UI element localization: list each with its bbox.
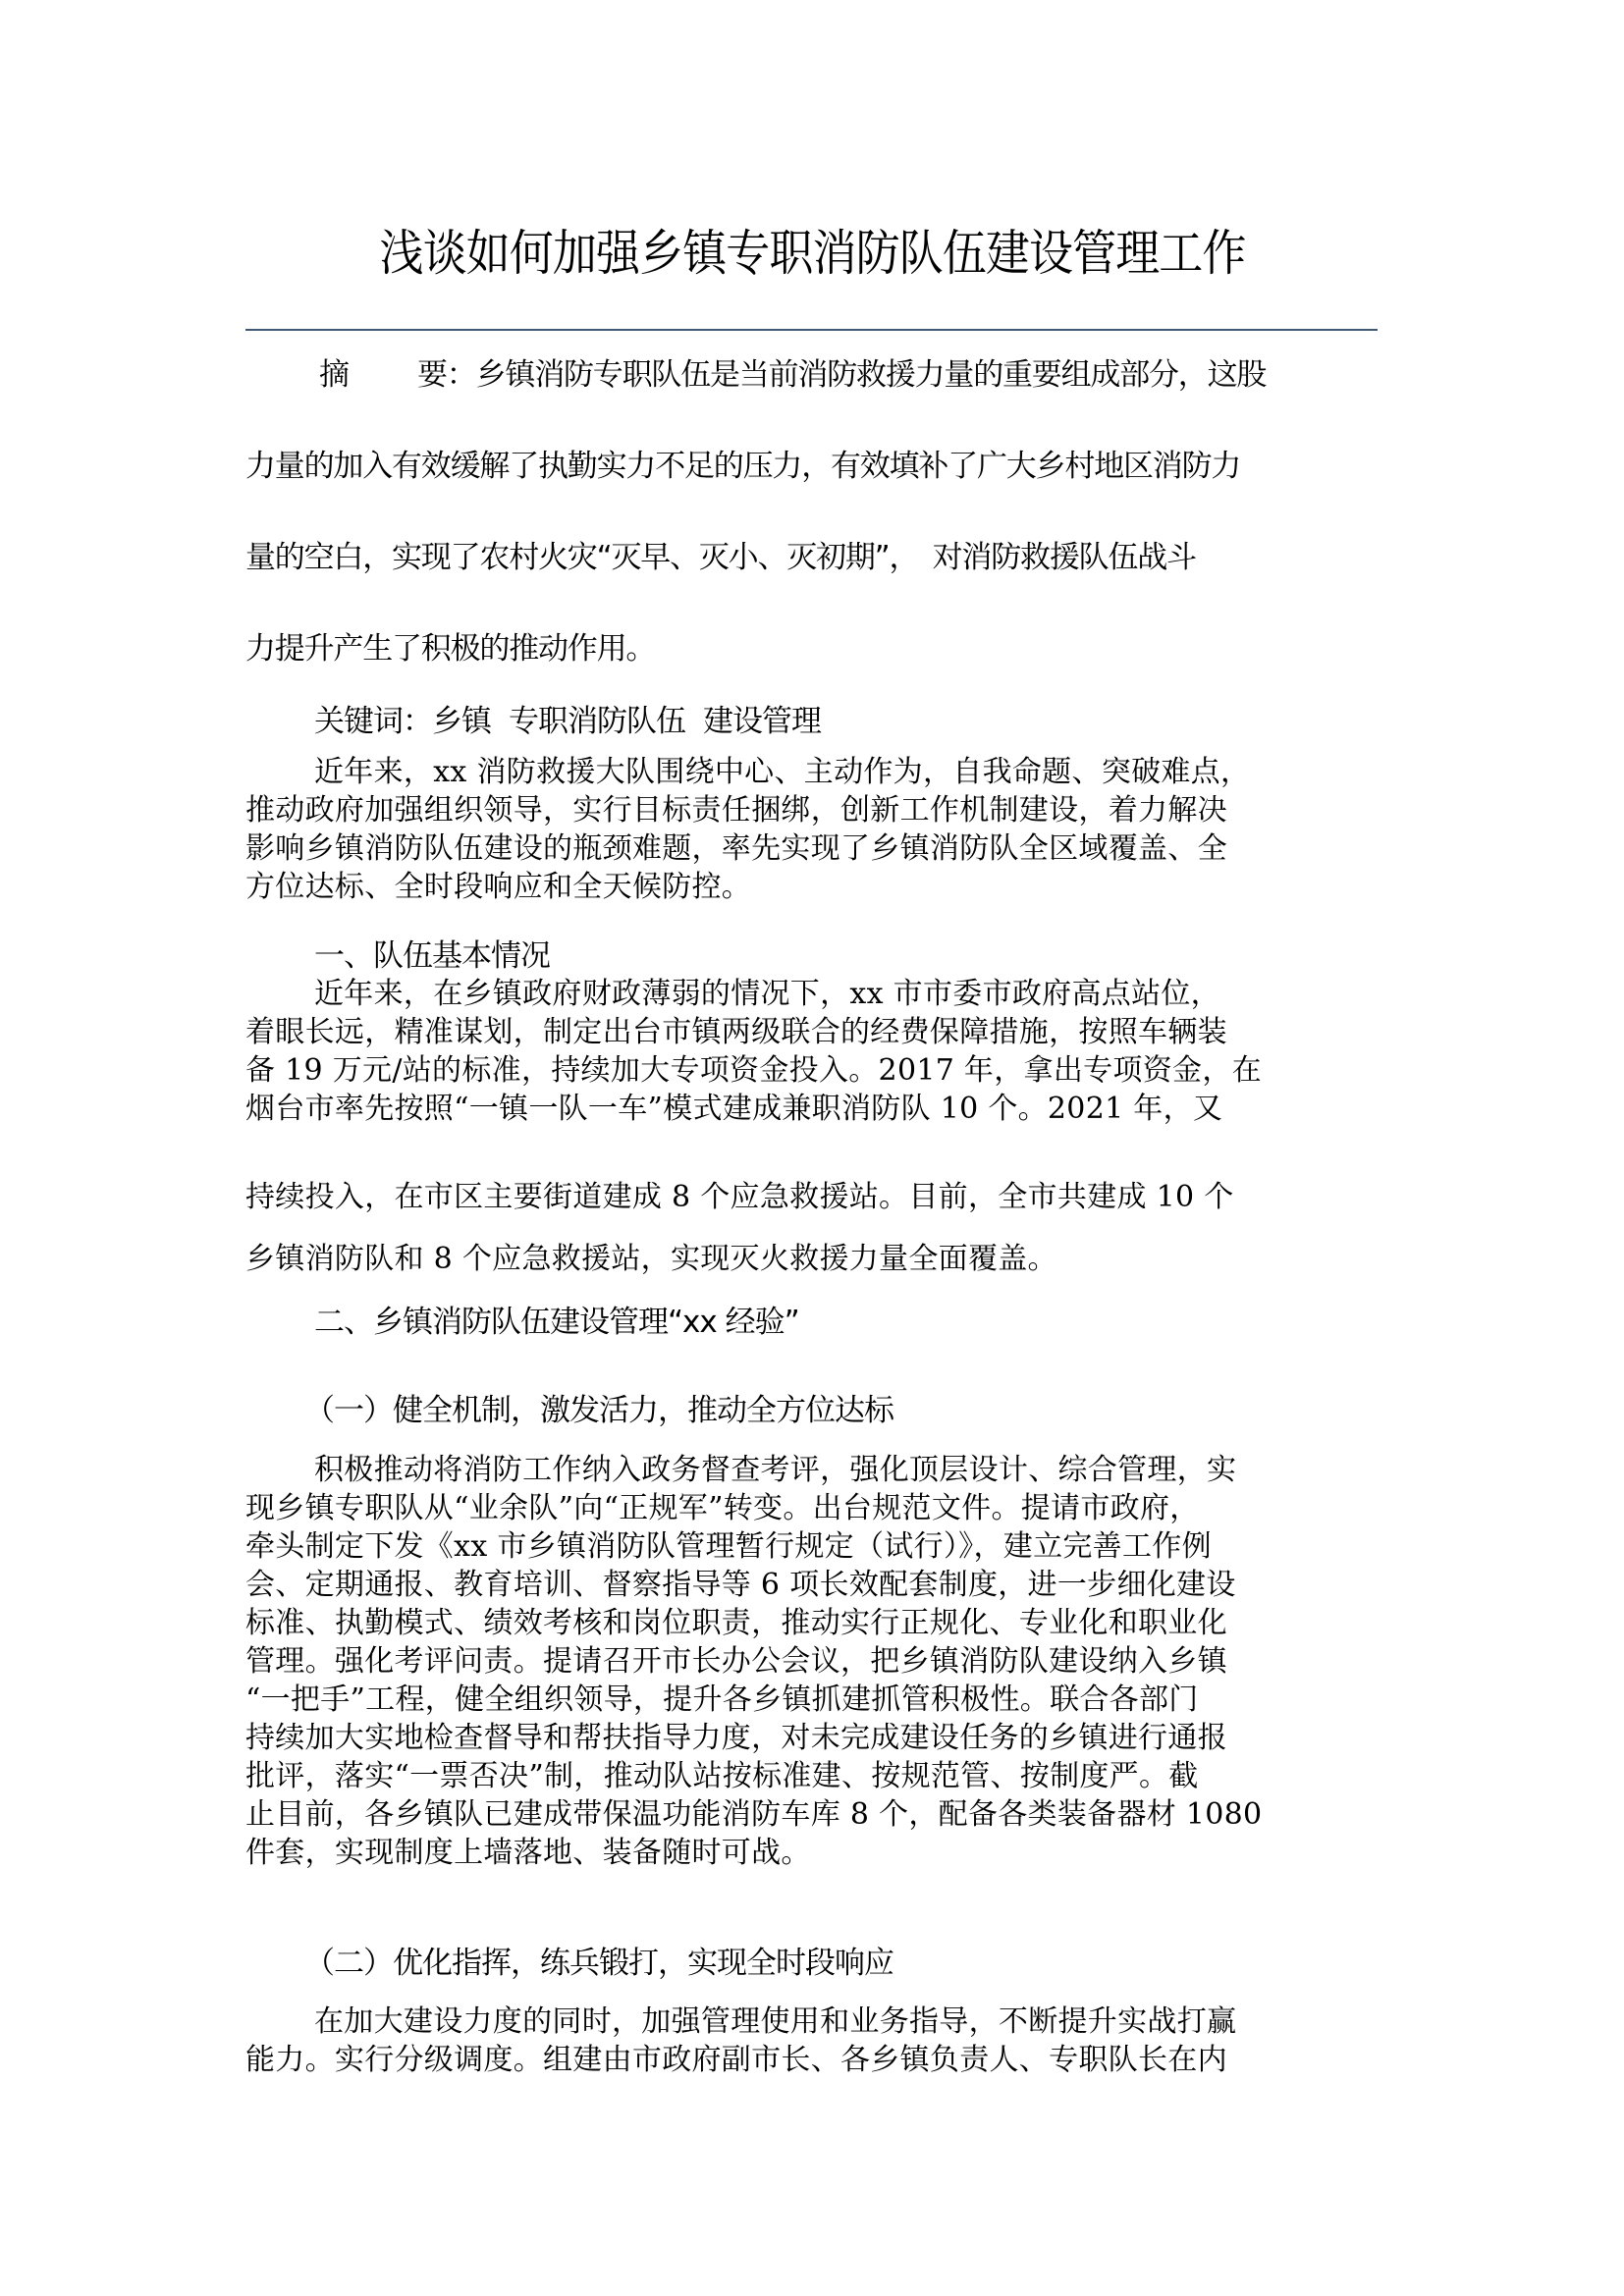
subsection-heading-2: （二）优化指挥，练兵锻打，实现全时段响应: [304, 1946, 893, 1981]
paragraph-line: 持续投入，在市区主要街道建成 8 个应急救援站。目前，全市共建成 10 个: [245, 1180, 1234, 1214]
paragraph-line: 近年来，xx 消防救援大队围绕中心、主动作为，自我命题、突破难点，: [314, 755, 1251, 789]
paragraph-line: 止目前，各乡镇队已建成带保温功能消防车库 8 个，配备各类装备器材 1080: [245, 1797, 1263, 1832]
paragraph-line: 件套，实现制度上墙落地、装备随时可战。: [245, 1836, 811, 1870]
paragraph-line: 标准、执勤模式、绩效考核和岗位职责，推动实行正规化、专业化和职业化: [245, 1606, 1227, 1640]
abstract-line-3: 量的空白，实现了农村火灾“灭早、灭小、灭初期”， 对消防救援队伍战斗: [245, 540, 1196, 575]
paragraph-line: 能力。实行分级调度。组建由市政府副市长、各乡镇负责人、专职队长在内: [245, 2043, 1227, 2077]
paragraph-line: 会、定期通报、教育培训、督察指导等 6 项长效配套制度，进一步细化建设: [245, 1568, 1236, 1602]
paragraph-line: “一把手”工程，健全组织领导，提升各乡镇抓建抓管积极性。联合各部门: [245, 1682, 1199, 1717]
abstract-block: [245, 353, 1384, 670]
abstract-line-4: 力提升产生了积极的推动作用。: [245, 631, 656, 667]
subsection2-paragraph: [245, 2002, 1394, 2079]
paragraph-line: 现乡镇专职队从“业余队”向“正规军”转变。出台规范文件。提请市政府，: [245, 1491, 1200, 1525]
section1-paragraph-cont: [245, 1240, 1394, 1278]
keyword: 乡镇: [432, 704, 491, 739]
abstract-label-part2: 要：: [417, 357, 476, 393]
keyword: 专职消防队伍: [509, 704, 685, 739]
paragraph-line: 乡镇消防队和 8 个应急救援站，实现灭火救援力量全面覆盖。: [245, 1242, 1057, 1276]
document-title: 浅谈如何加强乡镇专职消防队伍建设管理工作: [379, 225, 1246, 282]
subsection-heading-1: （一）健全机制，激发活力，推动全方位达标: [304, 1393, 893, 1428]
paragraph-line: 批评，落实“一票否决”制，推动队站按标准建、按规范管、按制度严。截: [245, 1759, 1199, 1793]
subsection1-paragraph: [245, 1451, 1394, 1872]
keywords-line: [314, 700, 821, 743]
paragraph-line: 烟台市率先按照“一镇一队一车”模式建成兼职消防队 10 个。2021 年，又: [245, 1092, 1223, 1126]
keyword: 建设管理: [703, 704, 821, 739]
paragraph-line: 积极推动将消防工作纳入政务督查考评，强化顶层设计、综合管理，实: [314, 1453, 1237, 1487]
section-heading-2: 二、乡镇消防队伍建设管理“xx 经验”: [314, 1305, 799, 1340]
keywords-label: 关键词：: [314, 704, 432, 739]
abstract-line-2: 力量的加入有效缓解了执勤实力不足的压力，有效填补了广大乡村地区消防力: [245, 449, 1241, 484]
paragraph-line: 持续加大实地检查督导和帮扶指导力度，对未完成建设任务的乡镇进行通报: [245, 1721, 1227, 1755]
paragraph-line: 影响乡镇消防队伍建设的瓶颈难题，率先实现了乡镇消防队全区域覆盖、全: [245, 831, 1227, 866]
paragraph-line: 管理。强化考评问责。提请召开市长办公会议，把乡镇消防队建设纳入乡镇: [245, 1644, 1227, 1679]
paragraph-line: 近年来，在乡镇政府财政薄弱的情况下，xx 市市委市政府高点站位，: [314, 977, 1220, 1011]
abstract-text: 乡镇消防专职队伍是当前消防救援力量的重要组成部分，这股: [475, 357, 1267, 393]
paragraph-line: 备 19 万元/站的标准，持续加大专项资金投入。2017 年，拿出专项资金，在: [245, 1053, 1262, 1088]
intro-paragraph: [245, 753, 1394, 906]
section1-paragraph-cont: [245, 1178, 1394, 1216]
paragraph-line: 着眼长远，精准谋划，制定出台市镇两级联合的经费保障措施，按照车辆装: [245, 1015, 1227, 1049]
title-divider: [245, 329, 1378, 331]
section-heading-1: 一、队伍基本情况: [314, 938, 550, 974]
section1-paragraph: [245, 975, 1394, 1128]
paragraph-line: 方位达标、全时段响应和全天候防控。: [245, 870, 752, 904]
paragraph-line: 在加大建设力度的同时，加强管理使用和业务指导，不断提升实战打赢: [314, 2004, 1237, 2039]
abstract-label-part1: 摘: [319, 357, 349, 393]
paragraph-line: 牵头制定下发《xx 市乡镇消防队管理暂行规定（试行）》，建立完善工作例: [245, 1529, 1212, 1564]
paragraph-line: 推动政府加强组织领导，实行目标责任捆绑，创新工作机制建设，着力解决: [245, 793, 1227, 828]
abstract-line-1: [245, 353, 1384, 397]
